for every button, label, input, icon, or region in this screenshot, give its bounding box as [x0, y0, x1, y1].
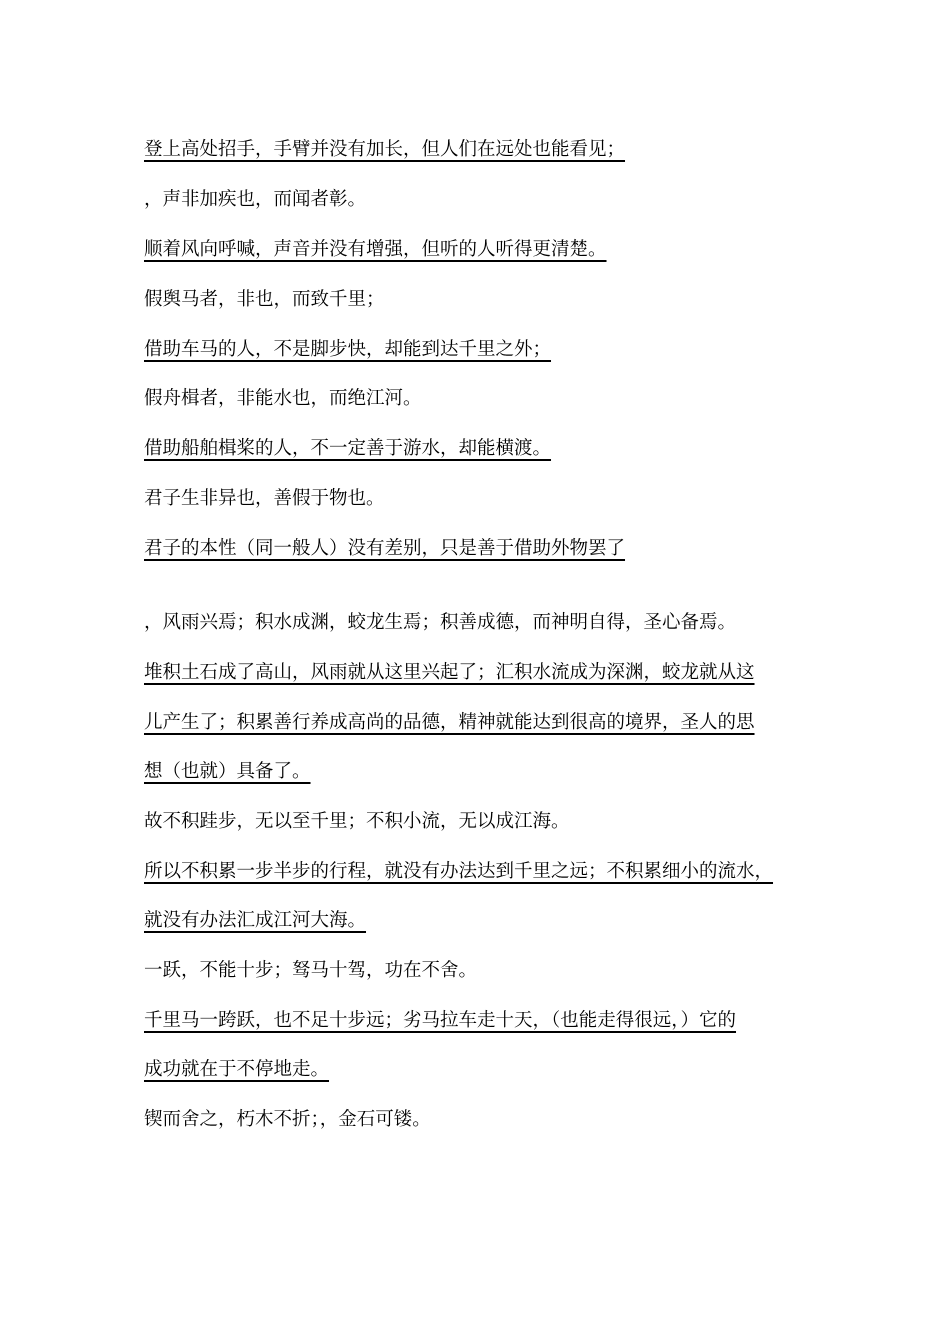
- original-line: 君子生非异也，善假于物也。: [144, 488, 385, 509]
- translation-line: 想（也就）具备了。: [144, 761, 311, 782]
- translation-line: 借助车马的人，不是脚步快，却能到达千里之外；: [144, 339, 552, 360]
- original-line: 假舆马者，非也，而致千里；: [144, 289, 385, 310]
- translation-line: 儿产生了；积累善行养成高尚的品德，精神就能达到很高的境界，圣人的思: [144, 712, 755, 733]
- translation-line: 所以不积累一步半步的行程，就没有办法达到千里之远；不积累细小的流水，: [144, 861, 774, 882]
- original-line: 假舟楫者，非能水也，而绝江河。: [144, 388, 422, 409]
- translation-line: 成功就在于不停地走。: [144, 1059, 330, 1080]
- original-line: 故不积跬步，无以至千里；不积小流，无以成江海。: [144, 811, 570, 832]
- translation-line: 千里马一跨跃，也不足十步远；劣马拉车走十天，（也能走得很远，）它的: [144, 1010, 737, 1031]
- original-line: ，风雨兴焉；积水成渊，蛟龙生焉；积善成德，而神明自得，圣心备焉。: [144, 612, 737, 633]
- translation-line: 顺着风向呼喊，声音并没有增强，但听的人听得更清楚。: [144, 239, 607, 260]
- original-line: ，声非加疾也，而闻者彰。: [144, 189, 367, 210]
- original-line: 锲而舍之，朽木不折；，金石可镂。: [144, 1109, 431, 1130]
- translation-line: 借助船舶楫桨的人，不一定善于游水，却能横渡。: [144, 438, 552, 459]
- original-line: 一跃，不能十步；驽马十驾，功在不舍。: [144, 960, 478, 981]
- translation-line: 堆积土石成了高山，风雨就从这里兴起了；汇积水流成为深渊，蛟龙就从这: [144, 662, 755, 683]
- translation-line: 君子的本性（同一般人）没有差别，只是善于借助外物罢了: [144, 538, 626, 559]
- translation-line: 登上高处招手，手臂并没有加长，但人们在远处也能看见；: [144, 139, 626, 160]
- translation-line: 就没有办法汇成江河大海。: [144, 910, 367, 931]
